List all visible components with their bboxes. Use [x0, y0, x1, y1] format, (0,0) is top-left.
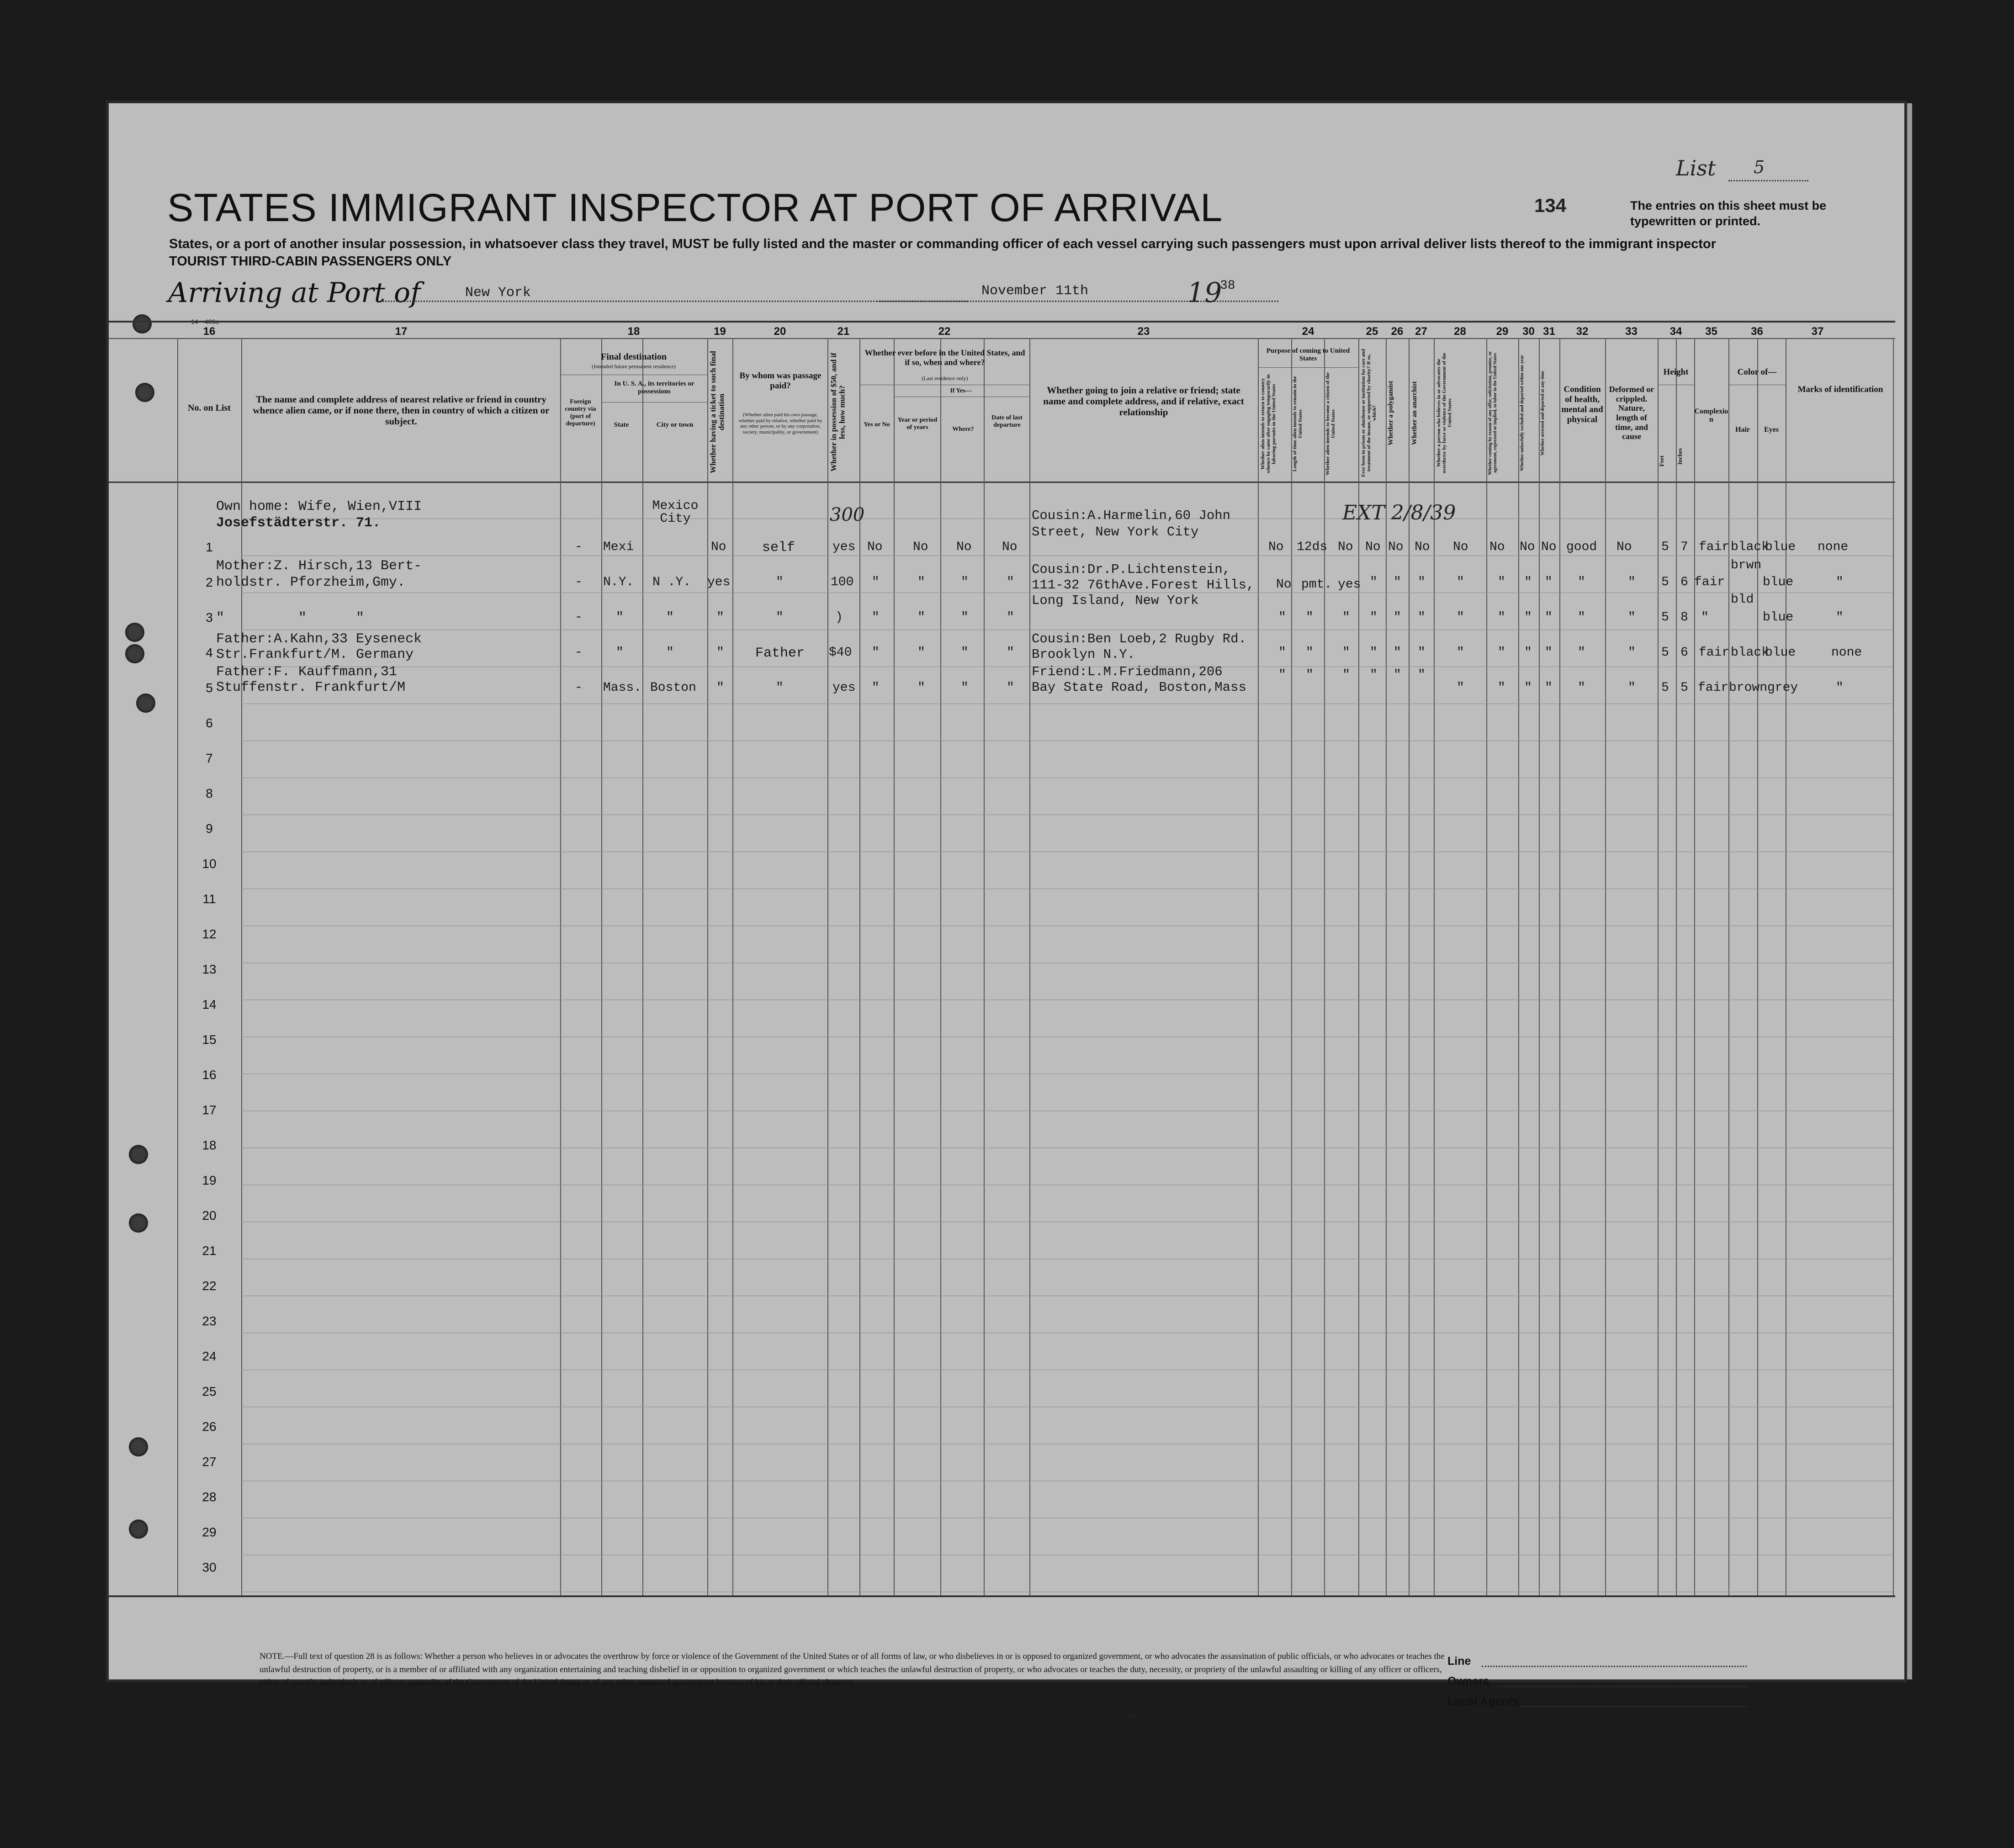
join-line1: Cousin:Dr.P.Lichtenstein,: [1032, 562, 1231, 577]
join-line2: Brooklyn N.Y.: [1032, 647, 1135, 662]
owners-field: [1498, 1686, 1747, 1687]
colnum: 25: [1366, 325, 1378, 338]
purpose-citizen: yes: [1338, 577, 1361, 592]
complexion: fair: [1694, 575, 1725, 589]
marks: ": [1836, 575, 1844, 589]
eyes: blue: [1763, 610, 1794, 625]
row-number: 15: [202, 1033, 217, 1047]
header-before-in-us: Whether ever before in the United States, and if so, when and where?: [864, 348, 1025, 367]
before-year: ": [917, 646, 925, 660]
row-number: 26: [202, 1419, 217, 1434]
before-where: No: [956, 540, 972, 554]
relative-line1: Mother:Z. Hirsch,13 Bert-: [216, 558, 422, 574]
ticket: yes: [707, 575, 731, 589]
excluded: ": [1524, 646, 1532, 660]
header-anarchist: Whether an anarchist: [1411, 381, 1418, 445]
deformed: ": [1628, 681, 1636, 695]
join-line2: Street, New York City: [1032, 524, 1199, 540]
complexion: ": [1701, 610, 1709, 625]
overthrow: ": [1457, 575, 1464, 589]
hair: bld: [1731, 593, 1754, 607]
prison: ": [1370, 646, 1378, 660]
row-number: 18: [202, 1138, 217, 1152]
header-purpose-citizen: Whether alien intends to become a citizen of the United States: [1325, 372, 1336, 476]
money: yes: [832, 681, 856, 695]
city: Mexico City: [652, 499, 699, 526]
purpose-return: ": [1278, 646, 1286, 660]
join-line1: Cousin:Ben Loeb,2 Rugby Rd.: [1032, 631, 1246, 646]
paid-by: Father: [755, 646, 805, 661]
before-where: ": [961, 681, 969, 695]
before-date: ": [1007, 681, 1014, 695]
relative-line2: Josefstädterstr. 71.: [216, 515, 381, 531]
feet: 5: [1661, 610, 1669, 625]
row-number: 19: [202, 1173, 217, 1187]
paid-by: self: [762, 540, 795, 556]
purpose-return: ": [1278, 610, 1286, 625]
colnum: 18: [627, 325, 640, 338]
header-health: Condition of health, mental and physical: [1561, 385, 1603, 424]
feet: 5: [1661, 575, 1669, 589]
year-suffix: 38: [1220, 279, 1235, 293]
eyes: grey: [1767, 681, 1798, 695]
deformed: ": [1628, 610, 1636, 625]
excluded: ": [1524, 610, 1532, 625]
health: ": [1578, 575, 1585, 589]
row-number: 5: [206, 681, 213, 695]
marks: none: [1831, 646, 1862, 660]
before-yes-no: No: [867, 540, 883, 554]
foreign-country: -: [575, 540, 583, 554]
rule: [1258, 367, 1358, 368]
health: ": [1578, 646, 1585, 660]
relative-line1: Father:A.Kahn,33 Eyseneck: [216, 631, 422, 647]
eyes: blue: [1765, 540, 1796, 554]
money: 100: [831, 575, 854, 589]
polygamist: ": [1394, 646, 1401, 660]
colnum: 28: [1454, 325, 1466, 338]
feet: 5: [1661, 540, 1669, 554]
header-ticket: Whether having a ticket to such final destination: [709, 351, 726, 473]
inches: 8: [1680, 610, 1688, 625]
deported: ": [1545, 646, 1553, 660]
header-where: Where?: [952, 426, 974, 433]
row-number: 14: [202, 997, 217, 1011]
labor: ": [1498, 681, 1505, 695]
state: ": [616, 610, 624, 625]
anarchist: ": [1418, 610, 1426, 625]
owners-label: Owners: [1447, 1675, 1489, 1688]
manifest-table: [109, 316, 1895, 1609]
header-date-departure: Date of last departure: [991, 414, 1023, 429]
local-agents-field: [1521, 1706, 1747, 1707]
row-number: 17: [202, 1103, 217, 1117]
page-mark: 134: [1534, 195, 1567, 216]
header-marks: Marks of identification: [1797, 385, 1883, 394]
header-nearest-relative: The name and complete address of nearest relative or friend in country whence alien came, or if none there, then in country of which a citizen or subject.: [253, 394, 550, 427]
inches: 7: [1680, 540, 1688, 554]
state: N.Y.: [603, 575, 634, 589]
colnum: 26: [1391, 325, 1404, 338]
labor: No: [1489, 540, 1505, 554]
hair: brwn: [1731, 558, 1762, 572]
colnum-rule: [109, 338, 1895, 339]
purpose-citizen: No: [1338, 540, 1353, 554]
health: ": [1578, 681, 1585, 695]
colnum: 24: [1302, 325, 1314, 338]
before-year: ": [917, 681, 925, 695]
header-final-destination: Final destination: [601, 352, 667, 362]
header-year: Year or period of years: [897, 417, 938, 431]
header-passage-paid: By whom was passage paid?: [739, 371, 822, 391]
header-color-of: Color of—: [1737, 367, 1777, 377]
header-deformed: Deformed or crippled. Nature, length of time, and cause: [1609, 385, 1654, 441]
prison: ": [1370, 668, 1378, 682]
eyes: blue: [1765, 646, 1796, 660]
marks: none: [1818, 540, 1849, 554]
row-number: 2: [206, 575, 213, 589]
purpose-return: No: [1276, 577, 1292, 592]
header-prison: Ever been in prison or almshouse or institution for care and treatment of the insane, or supported by charity? If so, which?: [1361, 349, 1378, 477]
marks: ": [1836, 610, 1844, 625]
prison: ": [1370, 575, 1378, 589]
ticket: ": [716, 646, 724, 660]
purpose-return: No: [1268, 540, 1284, 554]
colnum: 16: [203, 325, 216, 338]
header-state: State: [614, 421, 629, 429]
join-line2: Bay State Road, Boston,Mass: [1032, 680, 1246, 695]
hair: black: [1731, 540, 1770, 554]
money: $40: [829, 646, 852, 660]
before-where: ": [961, 610, 969, 625]
colnum: 23: [1137, 325, 1150, 338]
state: Mass.: [603, 681, 642, 695]
purpose-citizen: ": [1342, 610, 1350, 625]
manifest-sheet: [109, 103, 1904, 1719]
overthrow: ": [1457, 646, 1464, 660]
polygamist: ": [1394, 610, 1401, 625]
ticket: ": [716, 610, 724, 625]
ticket: ": [716, 681, 724, 695]
money: yes: [832, 540, 856, 554]
row-number: 9: [206, 821, 213, 836]
hair: brown: [1729, 681, 1768, 695]
before-year: No: [913, 540, 928, 554]
header-if-yes: If Yes—: [950, 387, 972, 394]
header-purpose-return: Whether alien intends to return to country whence he came after engaging temporarily in laboring pursuits in the United States: [1260, 374, 1277, 474]
deported: No: [1541, 540, 1557, 554]
table-bottom-rule: [109, 1595, 1895, 1597]
colnum: 32: [1576, 325, 1589, 338]
row-number: 20: [202, 1208, 217, 1223]
deported: ": [1545, 610, 1553, 625]
header-money: Whether in possession of $50, and if less, how much?: [829, 353, 847, 471]
state: Mexi: [603, 540, 634, 554]
complexion: fair: [1699, 540, 1730, 554]
anarchist: ": [1418, 646, 1426, 660]
anarchist: ": [1418, 668, 1426, 682]
colnum: 37: [1811, 325, 1824, 338]
deformed: ": [1628, 646, 1636, 660]
header-height: Height: [1663, 367, 1689, 377]
column-rule: [1893, 338, 1894, 1595]
before-year: ": [917, 610, 925, 625]
class-line: TOURIST THIRD-CABIN PASSENGERS ONLY: [169, 254, 452, 269]
header-foreign-country: Foreign country via (port of departure): [565, 398, 596, 428]
header-eyes: Eyes: [1764, 426, 1779, 434]
before-date: ": [1007, 610, 1014, 625]
polygamist: ": [1394, 668, 1401, 682]
excluded: ": [1524, 575, 1532, 589]
purpose-length: pmt.: [1301, 577, 1332, 592]
row-number: 12: [202, 927, 217, 941]
inches: 6: [1680, 646, 1688, 660]
header-passage-paid-note: (Whether alien paid his own passage, whether paid by relative, whether paid by any other person, or by any corporation, society, municipality, or government): [738, 412, 822, 435]
row-number: 6: [206, 716, 213, 730]
polygamist: No: [1388, 540, 1404, 554]
before-yes-no: ": [872, 681, 880, 695]
row-number: 10: [202, 857, 217, 871]
relative-line1: " " ": [216, 610, 365, 626]
money: ): [835, 610, 843, 625]
city: ": [666, 610, 674, 625]
row-number: 23: [202, 1314, 217, 1328]
anarchist: No: [1415, 540, 1430, 554]
ticket: No: [711, 540, 726, 554]
purpose-length: ": [1306, 646, 1314, 660]
date-value: November 11th: [981, 283, 1089, 299]
join-line1: Long Island, New York: [1032, 593, 1199, 608]
header-hair: Hair: [1735, 426, 1750, 434]
row-number: 30: [202, 1560, 217, 1574]
header-inches: Inches: [1676, 448, 1683, 465]
purpose-citizen: ": [1342, 646, 1350, 660]
eyes: blue: [1763, 575, 1794, 589]
arriving-label: Arriving at Port of: [168, 277, 421, 309]
subtitle: States, or a port of another insular possession, in whatsoever class they travel, MUST be fully listed and the master or commanding officer of each vessel carrying such passengers must upon arrival deliver lists thereof to the immigrant inspector: [169, 237, 1716, 251]
question-28-note: NOTE.—Full text of question 28 is as follows: Whether a person who believes in or advocates the overthrow by force or violence of the Government of the United States or of all forms of law, or who disbelieves in or is opposed to organized government, or who advocates the assassination of public officials, or who advocates or teaches the unlawful destruction of property, or is a member of or affiliated with any organization entertaining and teaching disbelief in or opposition to organized government or which teaches the unlawful destruction of property, or who advocates or teaches the duty, necessity, or propriety of the unlawful assaulting or killing of any officer or officers, either of specific individuals or of officers generally, of the Government of the United States or of any other organized government because of his or their official character.: [260, 1652, 1445, 1687]
join-line1: Friend:L.M.Friedmann,206: [1032, 664, 1223, 679]
list-number: 5: [1754, 157, 1765, 177]
before-yes-no: ": [872, 646, 880, 660]
deformed: No: [1616, 540, 1632, 554]
row-number: 27: [202, 1455, 217, 1469]
row-number: 8: [206, 786, 213, 800]
table-top-rule: [109, 321, 1895, 323]
health: good: [1566, 540, 1597, 554]
row-number: 7: [206, 751, 213, 765]
relative-line2: Str.Frankfurt/M. Germany: [216, 647, 414, 662]
colnum: 30: [1522, 325, 1535, 338]
city: Boston: [650, 681, 696, 695]
row-number: 25: [202, 1384, 217, 1398]
before-yes-no: ": [872, 575, 880, 589]
city: N .Y.: [652, 575, 691, 589]
before-where: ": [961, 575, 969, 589]
header-city: City or town: [656, 421, 694, 429]
line-field: [1482, 1666, 1747, 1667]
overthrow: ": [1457, 681, 1464, 695]
join-line2: 111-32 76thAve.Forest Hills,: [1032, 577, 1255, 593]
header-no-on-list: No. on List: [188, 403, 231, 413]
excluded: ": [1524, 681, 1532, 695]
port-value: New York: [465, 285, 531, 301]
purpose-length: ": [1306, 610, 1314, 625]
relative-line2: holdstr. Pforzheim,Gmy.: [216, 575, 406, 590]
foreign-country: -: [575, 681, 583, 695]
purpose-citizen: ": [1342, 668, 1350, 682]
city: ": [666, 646, 674, 660]
before-yes-no: ": [872, 610, 880, 625]
before-where: ": [961, 646, 969, 660]
purpose-length: 12ds: [1297, 540, 1328, 554]
header-overthrow: Whether a person who believes in or advocates the overthrow by force or violence of the Government of the United States: [1436, 353, 1453, 473]
line-label: Line: [1447, 1655, 1471, 1668]
header-join-relative: Whether going to join a relative or friend; state name and complete address, and if relative, exact relationship: [1043, 385, 1244, 418]
row-number: 4: [206, 646, 213, 660]
deported: ": [1545, 681, 1553, 695]
paid-by: ": [776, 681, 784, 695]
header-feet: Feet: [1658, 455, 1665, 466]
header-rule: [109, 482, 1895, 483]
header-excluded: Whether unlawfully excluded and deported within one year: [1520, 355, 1525, 471]
marks: ": [1836, 681, 1844, 695]
list-line: [1728, 180, 1808, 181]
row-number: 24: [202, 1349, 217, 1363]
prison: No: [1365, 540, 1381, 554]
foreign-country: -: [575, 610, 583, 625]
purpose-return: ": [1278, 668, 1286, 682]
relative-line1: Father:F. Kauffmann,31: [216, 664, 398, 680]
colnum: 36: [1751, 325, 1763, 338]
row-number: 29: [202, 1525, 217, 1539]
year-prefix: 19: [1187, 277, 1222, 309]
paid-by: ": [776, 610, 784, 625]
row-number: 21: [202, 1244, 217, 1258]
typewritten-note: The entries on this sheet must be typewritten or printed.: [1630, 199, 1827, 228]
labor: ": [1498, 575, 1505, 589]
feet: 5: [1661, 646, 1669, 660]
paid-by: ": [776, 575, 784, 589]
colnum: 33: [1625, 325, 1638, 338]
join-line1: Cousin:A.Harmelin,60 John: [1032, 508, 1231, 523]
complexion: fair: [1699, 646, 1730, 660]
colnum: 27: [1415, 325, 1427, 338]
before-date: ": [1007, 575, 1014, 589]
complexion: fair: [1698, 681, 1729, 695]
labor: ": [1498, 610, 1505, 625]
overthrow: No: [1453, 540, 1468, 554]
deported: ": [1545, 575, 1553, 589]
overthrow: ": [1457, 610, 1464, 625]
labor: ": [1498, 646, 1505, 660]
relative-line1: Own home: Wife, Wien,VIII: [216, 499, 422, 514]
before-year: ": [917, 575, 925, 589]
foreign-country: -: [575, 575, 583, 589]
row-number: 1: [206, 540, 213, 554]
relative-line2: Stuffenstr. Frankfurt/M: [216, 680, 406, 695]
colnum: 29: [1496, 325, 1509, 338]
polygamist: ": [1394, 575, 1401, 589]
colnum: 35: [1705, 325, 1717, 338]
colnum: 19: [714, 325, 726, 338]
state: ": [616, 646, 624, 660]
header-before-note: (Last residence only): [922, 375, 968, 381]
deformed: ": [1628, 575, 1636, 589]
colnum: 31: [1543, 325, 1555, 338]
row-number: 28: [202, 1490, 217, 1504]
page-title: STATES IMMIGRANT INSPECTOR AT PORT OF ARRIVAL: [167, 186, 1223, 230]
header-purpose-length: Length of time alien intends to remain in the United States: [1292, 376, 1304, 472]
anarchist: ": [1418, 575, 1426, 589]
prison: ": [1370, 610, 1378, 625]
colnum: 21: [837, 325, 850, 338]
health: ": [1578, 610, 1585, 625]
header-yes-no: Yes or No: [864, 421, 890, 428]
annotation: EXT 2/8/39: [1342, 501, 1456, 524]
feet: 5: [1661, 681, 1669, 695]
header-final-destination-note: (Intended future permanent residence): [592, 363, 676, 370]
header-in-usa: In U. S. A., its territories or possessions: [614, 380, 694, 396]
hair: black: [1731, 646, 1770, 660]
before-date: ": [1007, 646, 1014, 660]
header-complexion: Complexion: [1694, 408, 1728, 424]
row-number: 11: [202, 892, 216, 906]
row-number: 16: [202, 1068, 217, 1082]
row-number: 22: [202, 1279, 217, 1293]
header-polygamist: Whether a polygamist: [1387, 381, 1394, 445]
form-code-bottom: 14—480: [1114, 1711, 1138, 1719]
row-number: 3: [206, 610, 213, 625]
inches: 5: [1680, 681, 1688, 695]
list-label: List: [1676, 156, 1716, 180]
excluded: No: [1520, 540, 1535, 554]
foreign-country: -: [575, 646, 583, 660]
colnum: 22: [938, 325, 951, 338]
local-agents-label: Local Agents: [1447, 1695, 1519, 1708]
header-labor: Whether coming by reason of any offer, solicitation, promise, or agreement, expressed or implied, to labor in the United States: [1488, 351, 1498, 475]
header-deported: Whether arrested and deported at any time: [1540, 371, 1545, 455]
before-date: No: [1002, 540, 1018, 554]
colnum: 34: [1670, 325, 1682, 338]
money-note: 300: [830, 504, 865, 525]
colnum: 17: [395, 325, 408, 338]
row-number: 13: [202, 962, 217, 976]
header-purpose: Purpose of coming to United States: [1266, 347, 1350, 363]
purpose-length: ": [1306, 668, 1314, 682]
colnum: 20: [774, 325, 786, 338]
inches: 6: [1680, 575, 1688, 589]
